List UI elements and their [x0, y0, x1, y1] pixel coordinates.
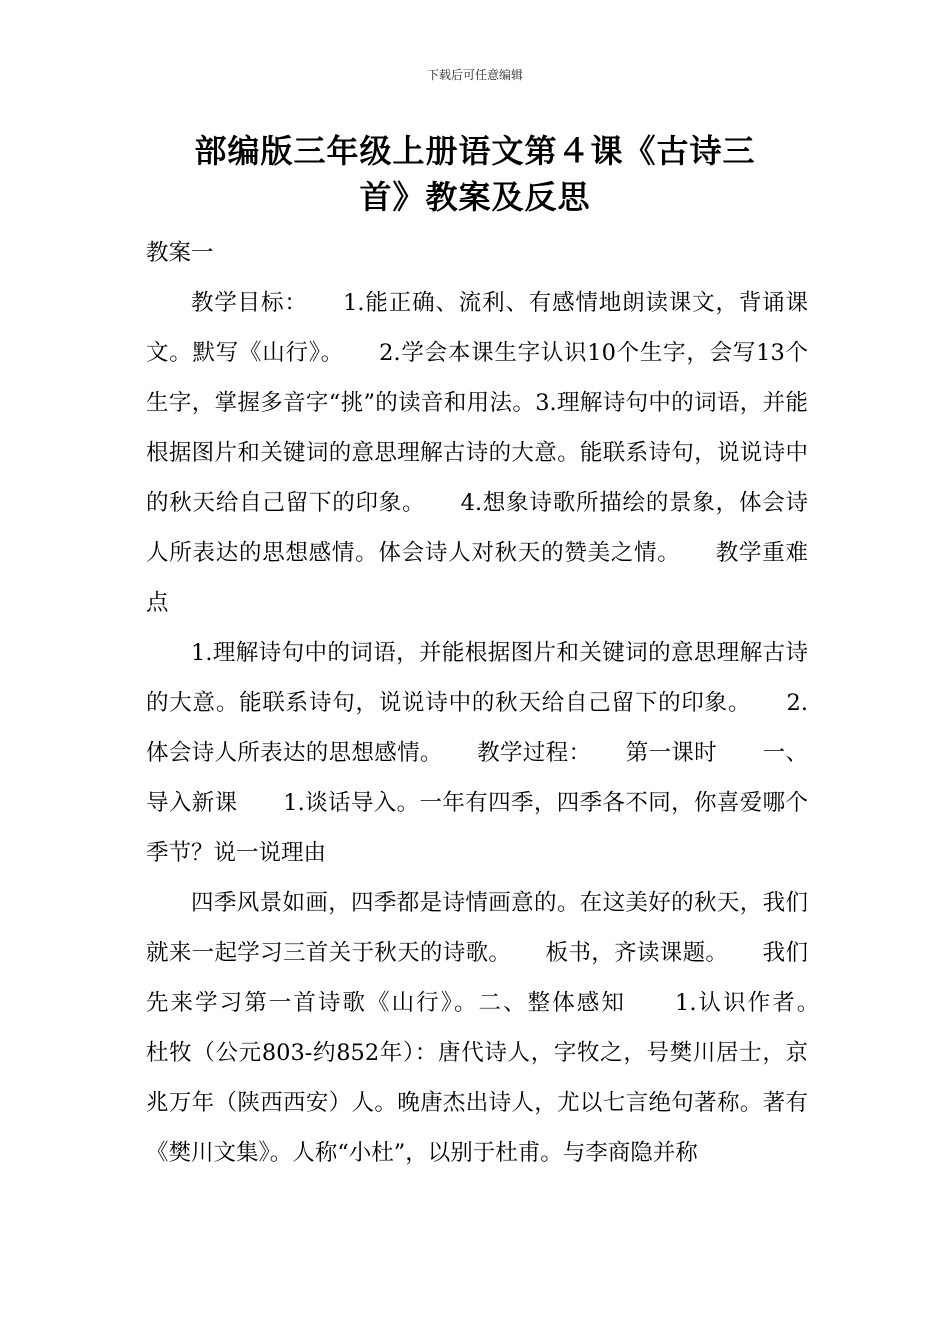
document-body [146, 228, 854, 1178]
title-line-1: 部编版三年级上册语文第４课《古诗三 [194, 132, 756, 170]
paragraph-introduction: 四季风景如画，四季都是诗情画意的。在这美好的秋天，我们就来一起学习三首关于秋天的诗歌。 板书，齐读课题。 我们先来学习第一首诗歌《山行》。二、整体感知 1.认识作者。 杜牧（公元803-约852年）：唐代诗人，字牧之，号樊川居士，京兆万年（陕西西安）人。晚唐杰出诗人，尤以七言绝句著称。著有《樊川文集》。人称“小杜”，以别于杜甫。与李商隐并称 [146, 890, 854, 1166]
paragraph-objectives: 教学目标： 1.能正确、流利、有感情地朗读课文，背诵课文。默写《山行》。 2.学会本课生字认识10个生字，会写13个生字，掌握多音字“挑”的读音和用法。3.理解诗句中的词语，并能根据图片和关键词的意思理解古诗的大意。能联系诗句，说说诗中的秋天给自己留下的印象。 4.想象诗歌所描绘的景象，体会诗人所表达的思想感情。体会诗人对秋天的赞美之情。 教学重难点 [146, 290, 808, 616]
header-note: 下载后可任意编辑 [426, 68, 523, 82]
paragraph-key-points: 1.理解诗句中的词语，并能根据图片和关键词的意思理解古诗的大意。能联系诗句，说说诗中的秋天给自己留下的印象。 2.体会诗人所表达的思想感情。 教学过程： 第一课时 一、导入新课 1.谈话导入。一年有四季，四季各不同，你喜爱哪个季节？说一说理由 [146, 640, 808, 866]
document-title [120, 128, 830, 220]
section-heading: 教案一 [146, 240, 214, 266]
title-line-2: 首》教案及反思 [359, 178, 591, 216]
